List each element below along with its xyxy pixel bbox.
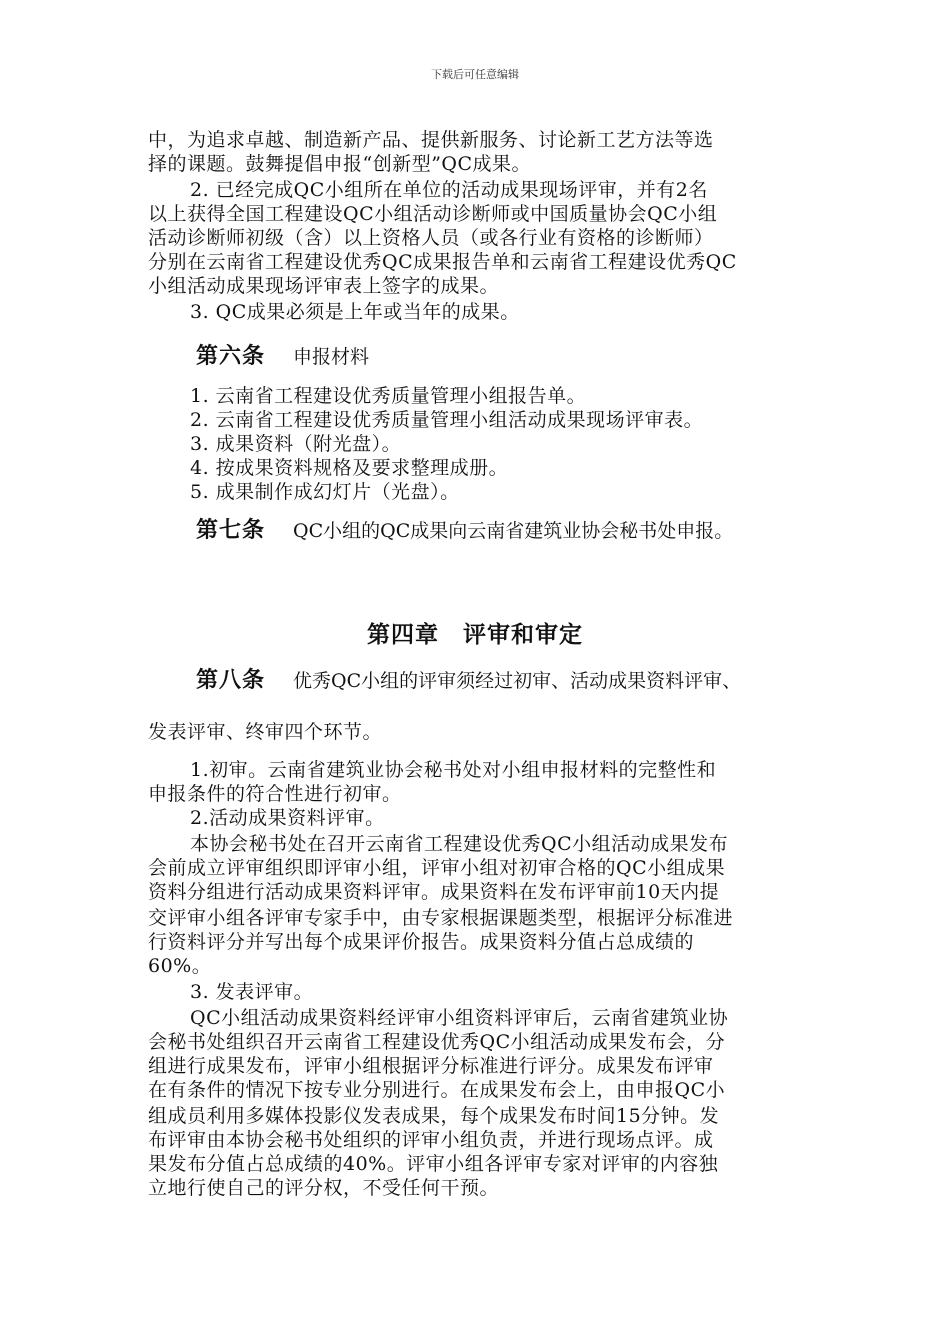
- paragraph-line: 资料分组进行活动成果资料评审。成果资料在发布评审前10天内提: [148, 881, 720, 903]
- paragraph-line: 中，为追求卓越、制造新产品、提供新服务、讨论新工艺方法等选: [148, 129, 714, 151]
- paragraph-line: 3. 发表评审。: [190, 981, 314, 1003]
- paragraph-line: 申报条件的符合性进行初审。: [148, 783, 402, 805]
- paragraph-line: 发表评审、终审四个环节。: [148, 721, 383, 743]
- paragraph-line: 2. 已经完成QC小组所在单位的活动成果现场评审，并有2名: [190, 179, 708, 201]
- paragraph-line: 会秘书处组织召开云南省工程建设优秀QC小组活动成果发布会，分: [148, 1031, 726, 1053]
- paragraph-line: 会前成立评审组织即评审小组，评审小组对初审合格的QC小组成果: [148, 857, 726, 879]
- paragraph-line: 在有条件的情况下按专业分别进行。在成果发布会上，由申报QC小: [148, 1079, 726, 1101]
- paragraph-line: 活动诊断师初级（含）以上资格人员（或各行业有资格的诊断师）: [148, 227, 714, 249]
- list-item: 2. 云南省工程建设优秀质量管理小组活动成果现场评审表。: [190, 409, 704, 431]
- paragraph-line: 60%。: [148, 955, 212, 977]
- paragraph-line: 行资料评分并写出每个成果评价报告。成果资料分值占总成绩的: [148, 931, 695, 953]
- paragraph-line: 3. QC成果必须是上年或当年的成果。: [190, 301, 520, 323]
- paragraph-line: 立地行使自己的评分权，不受任何干预。: [148, 1177, 500, 1199]
- list-item: 5. 成果制作成幻灯片（光盘）。: [190, 481, 460, 503]
- paragraph-line: 以上获得全国工程建设QC小组活动诊断师或中国质量协会QC小组: [148, 203, 718, 225]
- page-header: 下载后可任意编辑: [431, 68, 519, 81]
- paragraph-line: 交评审小组各评审专家手中，由专家根据课题类型，根据评分标准进: [148, 907, 734, 929]
- article-label: 第八条: [196, 668, 266, 693]
- article-7: [196, 518, 733, 544]
- paragraph-line: 1.初审。云南省建筑业协会秘书处对小组申报材料的完整性和: [190, 759, 717, 781]
- article-text: QC小组的QC成果向云南省建筑业协会秘书处申报。: [293, 520, 734, 542]
- chapter-heading: 第四章 评审和审定: [367, 622, 583, 648]
- list-item: 4. 按成果资料规格及要求整理成册。: [190, 457, 509, 479]
- paragraph-line: 小组活动成果现场评审表上签字的成果。: [148, 275, 500, 297]
- list-item: 1. 云南省工程建设优秀质量管理小组报告单。: [190, 385, 587, 407]
- article-8: [196, 668, 741, 694]
- paragraph-line: 组进行成果发布，评审小组根据评分标准进行评分。成果发布评审: [148, 1055, 714, 1077]
- paragraph-line: 果发布分值占总成绩的40%。评审小组各评审专家对评审的内容独: [148, 1153, 719, 1175]
- list-item: 3. 成果资料（附光盘）。: [190, 433, 402, 455]
- paragraph-line: 2.活动成果资料评审。: [190, 807, 385, 829]
- article-6: [196, 344, 369, 370]
- paragraph-line: 布评审由本协会秘书处组织的评审小组负责，并进行现场点评。成: [148, 1129, 714, 1151]
- article-text: 申报材料: [293, 346, 370, 368]
- paragraph-line: 分别在云南省工程建设优秀QC成果报告单和云南省工程建设优秀QC: [148, 251, 737, 273]
- paragraph-line: 本协会秘书处在召开云南省工程建设优秀QC小组活动成果发布: [190, 833, 729, 855]
- paragraph-line: QC小组活动成果资料经评审小组资料评审后，云南省建筑业协: [190, 1007, 729, 1029]
- article-text: 优秀QC小组的评审须经过初审、活动成果资料评审、: [293, 670, 742, 692]
- paragraph-line: 择的课题。鼓舞提倡申报“创新型”QC成果。: [148, 153, 532, 175]
- paragraph-line: 组成员利用多媒体投影仪发表成果，每个成果发布时间15分钟。发: [148, 1105, 720, 1127]
- article-label: 第六条: [196, 344, 266, 369]
- article-label: 第七条: [196, 518, 266, 543]
